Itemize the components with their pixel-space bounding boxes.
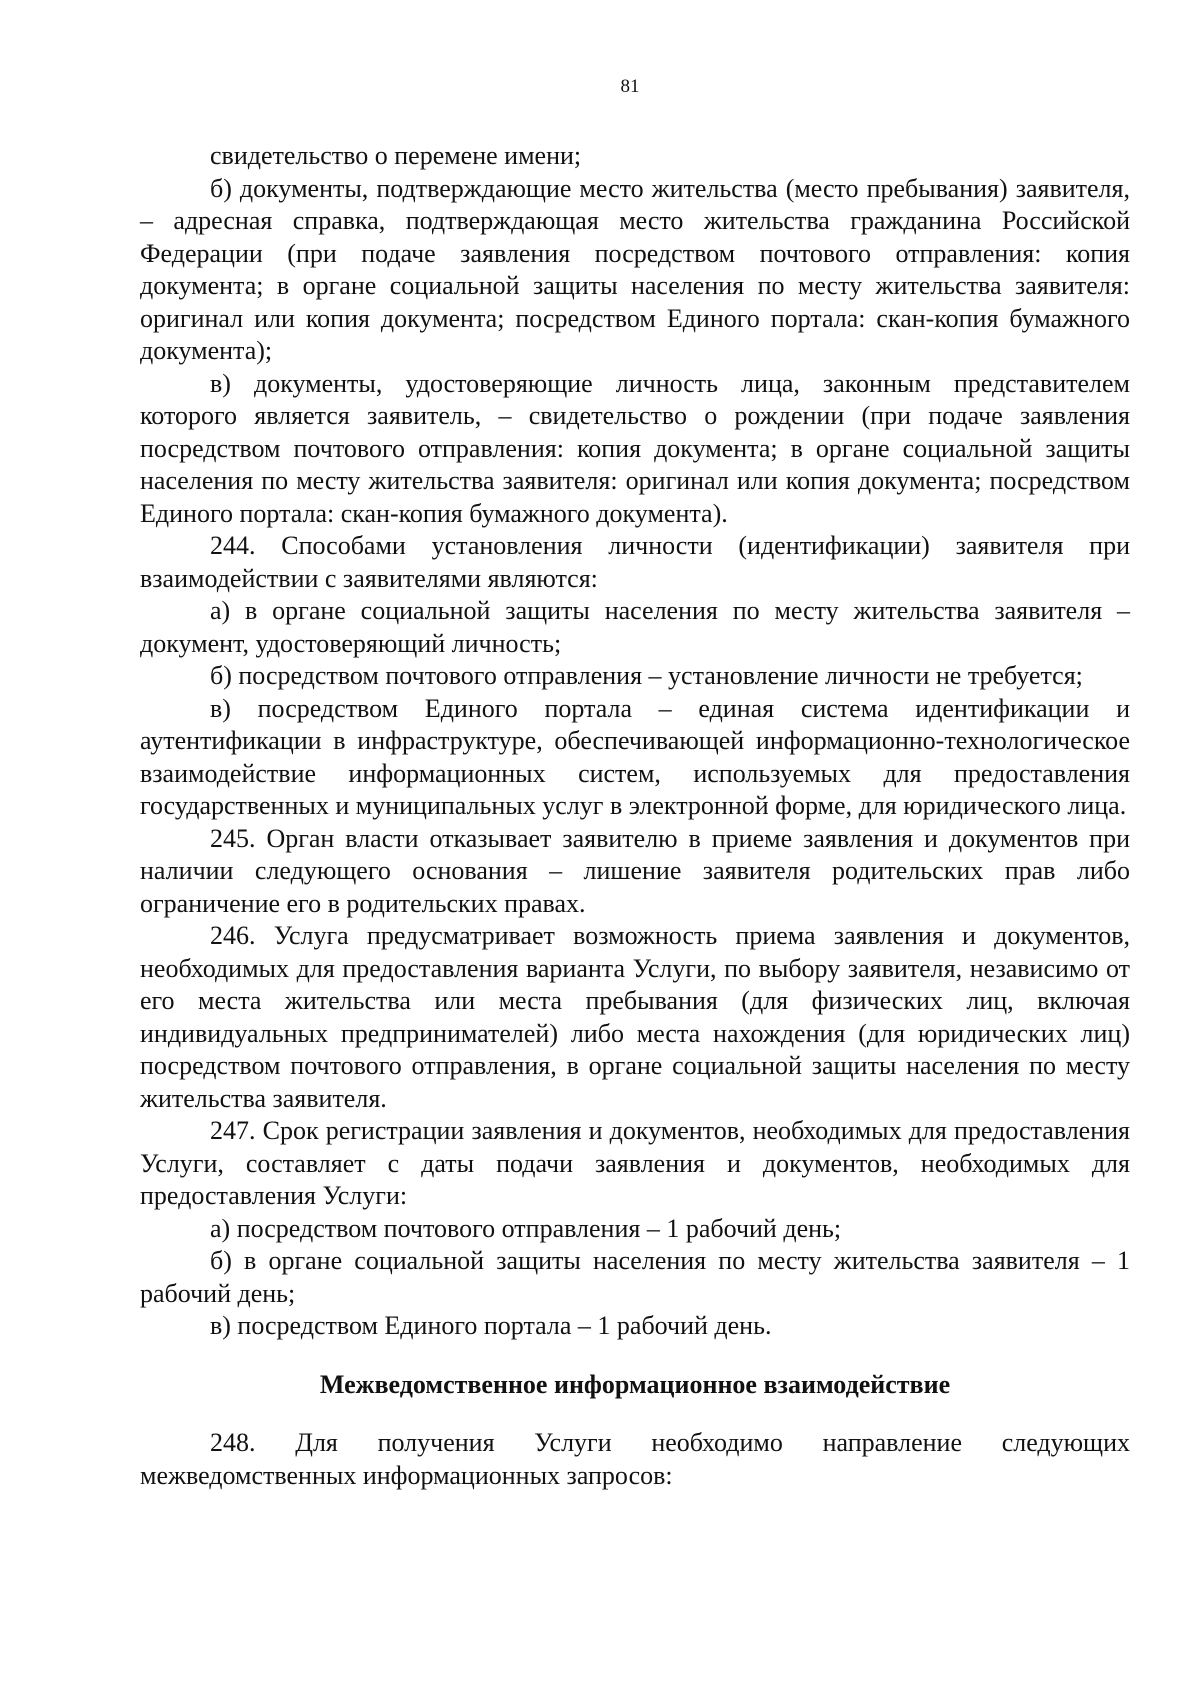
- paragraph-name-change-certificate: свидетельство о перемене имени;: [210, 141, 582, 170]
- paragraph-244-b: б) посредством почтового отправления – установление личности не требуется;: [210, 661, 1083, 690]
- page-number: 81: [620, 76, 640, 97]
- paragraph-identity-documents: в) документы, удостоверяющие личность лица, законным представителем которого является заявитель, – свидетельство о рождении (при подаче заявления посредством почтового отправления: копия документа; в органе социальной защиты населения по месту жительства заявителя: оригинал или копия документа; посредством Единого портала: скан-копия бумажного документа).: [140, 368, 1130, 528]
- paragraph-247-v: в) посредством Единого портала – 1 рабочий день.: [210, 1311, 772, 1340]
- paragraph-residence-documents: б) документы, подтверждающие место жительства (место пребывания) заявителя, – адресная справка, подтверждающая место жительства гражданина Российской Федерации (при подаче заявления посредством почтового отправления: копия документа; в органе социальной защиты населения по месту жительства заявителя: оригинал или копия документа; посредством Единого портала: скан-копия бумажного документа);: [140, 173, 1130, 365]
- paragraph-247: 247. Срок регистрации заявления и документов, необходимых для предоставления Услуги, составляет с даты подачи заявления и документов, необходимых для предоставления Услуги:: [140, 1116, 1130, 1210]
- paragraph-248: 248. Для получения Услуги необходимо направление следующих межведомственных информационных запросов:: [140, 1428, 1130, 1490]
- section-heading: Межведомственное информационное взаимодействие: [319, 1369, 951, 1399]
- paragraph-245: 245. Орган власти отказывает заявителю в приеме заявления и документов при наличии следующего основания – лишение заявителя родительских прав либо ограничение его в родительских правах.: [140, 823, 1130, 918]
- paragraph-244: 244. Способами установления личности (идентификации) заявителя при взаимодействии с заявителями являются:: [140, 531, 1130, 593]
- paragraph-246: 246. Услуга предусматривает возможность приема заявления и документов, необходимых для предоставления варианта Услуги, по выбору заявителя, независимо от его места жительства или места пребывания (для физических лиц, включая индивидуальных предпринимателей) либо места нахождения (для юридических лиц) посредством почтового отправления, в органе социальной защиты населения по месту жительства заявителя.: [140, 921, 1130, 1113]
- paragraph-247-a: а) посредством почтового отправления – 1 рабочий день;: [210, 1213, 842, 1243]
- paragraph-244-v: в) посредством Единого портала – единая система идентификации и аутентификации в инфраструктуре, обеспечивающей информационно-технологическое взаимодействие информационных систем, используемых для предоставления государственных и муниципальных услуг в электронной форме, для юридического лица.: [140, 693, 1130, 820]
- document-body: [140, 140, 1130, 1492]
- paragraph-247-b: б) в органе социальной защиты населения по месту жительства заявителя – 1 рабочий день;: [140, 1246, 1130, 1308]
- paragraph-244-a: а) в органе социальной защиты населения по месту жительства заявителя – документ, удостоверяющий личность;: [140, 596, 1130, 658]
